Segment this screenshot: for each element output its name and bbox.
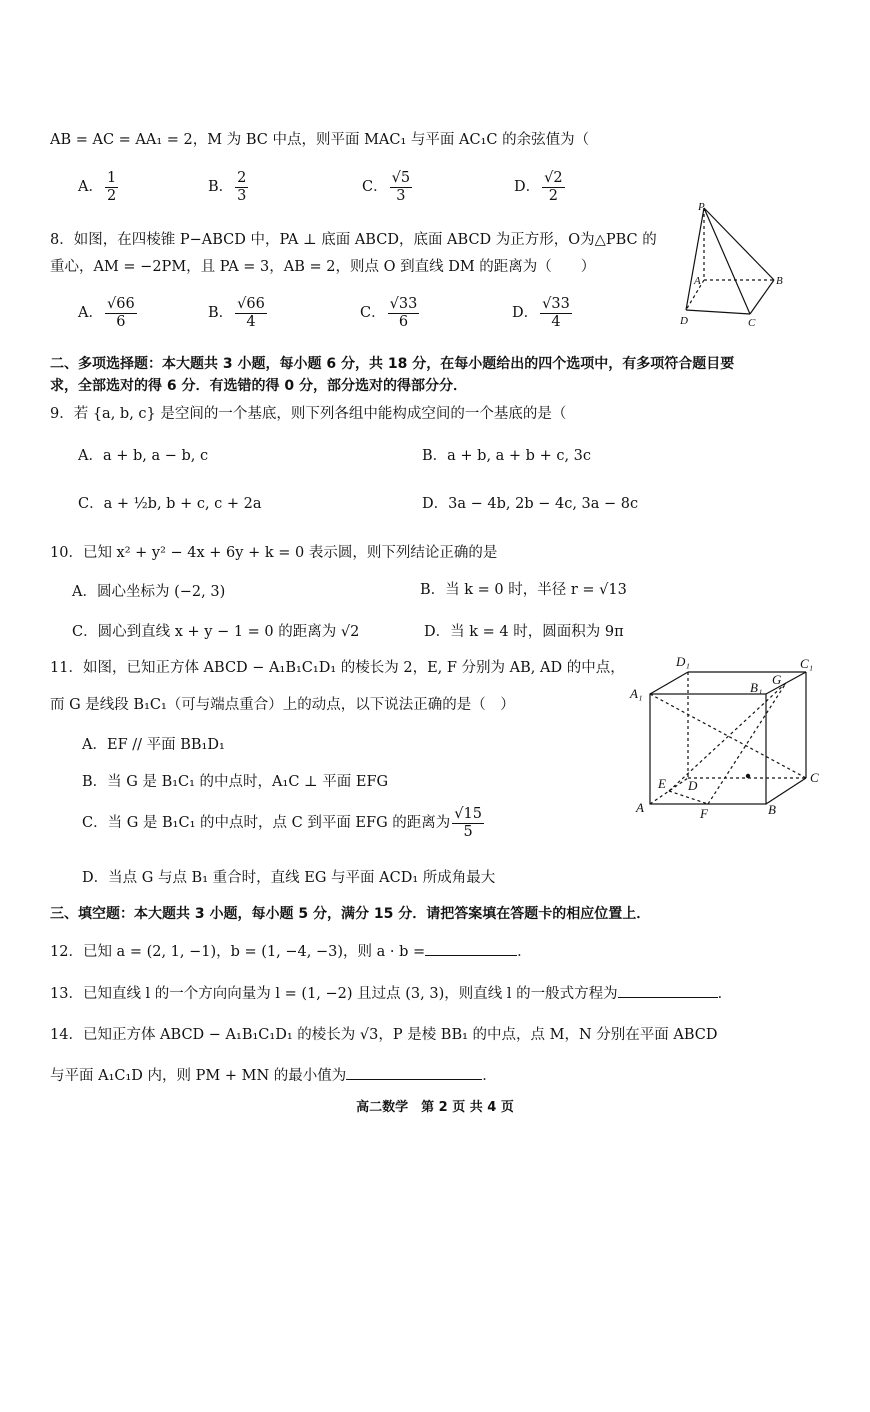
fraction-denominator: 4 [551,313,561,330]
option-text: 圆心到直线 x + y − 1 = 0 的距离为 √2 [97,624,360,640]
q11-option-a [82,733,225,754]
q7-option-c [362,170,414,204]
option-label: D． [422,496,449,512]
option-label: C． [78,496,104,512]
edge-A1D1 [650,672,688,694]
q8-line2: 重心，AM = −2PM，且 PA = 3，AB = 2，则点 O 到直线 DM 的距离为（ ） [50,259,596,275]
q9-stem: 9．若 {a, b, c} 是空间的一个基底，则下列各组中能构成空间的一个基底的是（ [50,406,567,422]
option-label: B． [208,179,234,196]
q11-option-b [82,770,388,791]
fraction [105,296,137,330]
fraction-numerator: √5 [391,170,411,186]
q8-option-c [360,296,421,330]
option-label: C． [362,179,388,196]
fraction [235,296,267,330]
option-label: C． [72,624,98,640]
q7-option-b [208,170,250,204]
q12-answer-blank[interactable] [425,941,517,956]
q10-stem: 10．已知 x² + y² − 4x + 6y + k = 0 表示圆，则下列结论正确的是 [50,545,498,561]
option-text: 圆心坐标为 (−2, 3) [96,584,226,600]
q12 [50,940,532,961]
fraction [542,170,564,204]
pyramid-figure [672,198,792,328]
q11-option-d [82,866,495,887]
option-label: D． [512,305,539,322]
fraction-numerator: √2 [544,170,563,186]
fraction-numerator: √66 [106,296,135,312]
fraction [540,296,572,330]
q7-stem: AB = AC = AA₁ = 2，M 为 BC 中点，则平面 MAC₁ 与平面 AC₁C 的余弦值为（ [50,132,590,148]
option-text: 当点 G 与点 B₁ 重合时，直线 EG 与平面 ACD₁ 所成角最大 [108,870,496,886]
q13-text: 13．已知直线 l 的一个方向向量为 l = (1, −2) 且过点 (3, 3)，则直线 l 的一般式方程为 [50,986,618,1002]
fraction-denominator: 6 [398,313,409,330]
fraction-denominator: 3 [237,187,247,204]
center-dot [746,774,750,778]
option-text: 当 G 是 B₁C₁ 的中点时，点 C 到平面 EFG 的距离为 [107,815,451,832]
q7-option-a [78,170,120,204]
q12-end: ． [517,944,532,960]
fraction-denominator: 4 [246,313,256,330]
q14-answer-blank[interactable] [346,1065,482,1080]
fraction-denominator: 2 [106,187,117,204]
fraction-denominator: 5 [463,823,473,840]
fraction-numerator: 1 [106,170,117,186]
q10-option-d [424,620,624,641]
q14-line1: 14．已知正方体 ABCD − A₁B₁C₁D₁ 的棱长为 √3，P 是棱 BB₁ 的中点，点 M，N 分别在平面 ABCD [50,1027,718,1043]
option-label: B． [82,774,108,790]
q12-text: 12．已知 a = (2, 1, −1)，b = (1, −4, −3)，则 a · b = [50,944,426,960]
option-text: a + ½b, b + c, c + 2a [103,496,262,512]
option-label: B． [422,448,448,464]
q8-line1: 8．如图，在四棱锥 P−ABCD 中，PA ⊥ 底面 ABCD，底面 ABCD 为正方形，O为△PBC 的 [50,232,657,248]
q11-option-c [82,806,486,840]
edge-CB [750,280,774,314]
q10-option-a [72,580,225,601]
q10-option-c [72,620,359,641]
fraction [235,170,248,204]
q14-end: ． [482,1068,497,1084]
q13-answer-blank[interactable] [618,983,718,998]
q11-line2: 而 G 是线段 B₁C₁（可与端点重合）上的动点，以下说法正确的是（ ） [50,697,515,713]
section3-heading: 三、填空题：本大题共 3 小题，每小题 5 分，满分 15 分．请把答案填在答题卡的相应位置上． [50,906,651,922]
label-B: B [768,802,776,817]
fraction [105,170,118,204]
option-label: B． [208,305,234,322]
edge-PB [704,208,774,280]
option-label: A． [82,737,107,753]
label-C: C [748,317,756,328]
edge-DC [686,310,750,314]
label-D: D [680,315,688,327]
option-label: D． [82,870,109,886]
q8-option-a [78,296,139,330]
fraction-denominator: 6 [116,313,126,330]
fraction [452,806,484,840]
fraction-numerator: √15 [454,806,482,822]
option-text: EF // 平面 BB₁D₁ [106,737,225,753]
option-label: A． [72,584,97,600]
q11-line1: 11．如图，已知正方体 ABCD − A₁B₁C₁D₁ 的棱长为 2，E, F 分别为 AB, AD 的中点， [50,660,625,676]
label-D1: D₁ [676,654,690,669]
q9-option-c [78,492,262,513]
label-C: C [810,770,819,785]
option-text: 3a − 4b, 2b − 4c, 3a − 8c [448,496,639,512]
option-text: 当 k = 0 时，半径 r = √13 [445,582,627,598]
label-F: F [700,806,708,821]
cube-figure [628,650,828,822]
label-B: B [776,275,783,287]
edge-PC [704,208,750,314]
option-text: a + b, a + b + c, 3c [447,448,592,464]
edge-BC [766,778,806,804]
label-A: A [636,800,644,815]
label-C1: C₁ [800,656,814,671]
option-label: D． [514,179,541,196]
line-FG [708,683,786,804]
fraction-denominator: 3 [396,187,406,204]
option-label: C． [82,815,108,832]
q10-option-b [420,578,627,599]
option-text: 当 k = 4 时，圆面积为 9π [450,624,624,640]
cube-front-face [650,694,766,804]
option-label: B． [420,582,446,598]
q8-option-b [208,296,269,330]
section2-line2: 求，全部选对的得 6 分．有选错的得 0 分，部分选对的得部分分． [50,378,467,394]
q9-option-b [422,444,591,465]
option-label: A． [78,305,103,322]
q14-line2: 与平面 A₁C₁D 内，则 PM + MN 的最小值为 [50,1068,347,1084]
label-E: E [658,776,666,791]
label-G: G [772,672,782,687]
option-label: A． [78,448,103,464]
option-label: A． [78,179,103,196]
fraction-numerator: √66 [237,296,265,312]
q14-line2-wrap [50,1064,497,1085]
option-text: a + b, a − b, c [102,448,209,464]
q9-option-a [78,444,208,465]
q9-option-d [422,492,638,513]
fraction [390,170,412,204]
line-EG [669,683,786,791]
q8-option-d [512,296,574,330]
label-D: D [688,778,698,793]
q13 [50,982,732,1003]
option-label: D． [424,624,451,640]
section2-line1: 二、多项选择题：本大题共 3 小题，每小题 6 分，共 18 分，在每小题给出的四个选项中，有多项符合题目要 [50,356,735,372]
q7-option-d [514,170,567,204]
fraction-numerator: √33 [542,296,570,312]
page-footer: 高二数学 第 2 页 共 4 页 [356,1100,514,1115]
label-A1: A₁ [630,686,643,701]
q13-end: ． [717,986,733,1002]
fraction-numerator: 2 [237,170,247,186]
label-A: A [694,275,701,287]
label-P: P [698,201,705,213]
fraction [388,296,420,330]
label-B1: B₁ [750,680,763,695]
fraction-denominator: 2 [548,187,558,204]
fraction-numerator: √33 [389,296,418,312]
edge-PD [686,208,704,310]
option-label: C． [360,305,386,322]
option-text: 当 G 是 B₁C₁ 的中点时，A₁C ⊥ 平面 EFG [107,774,389,790]
